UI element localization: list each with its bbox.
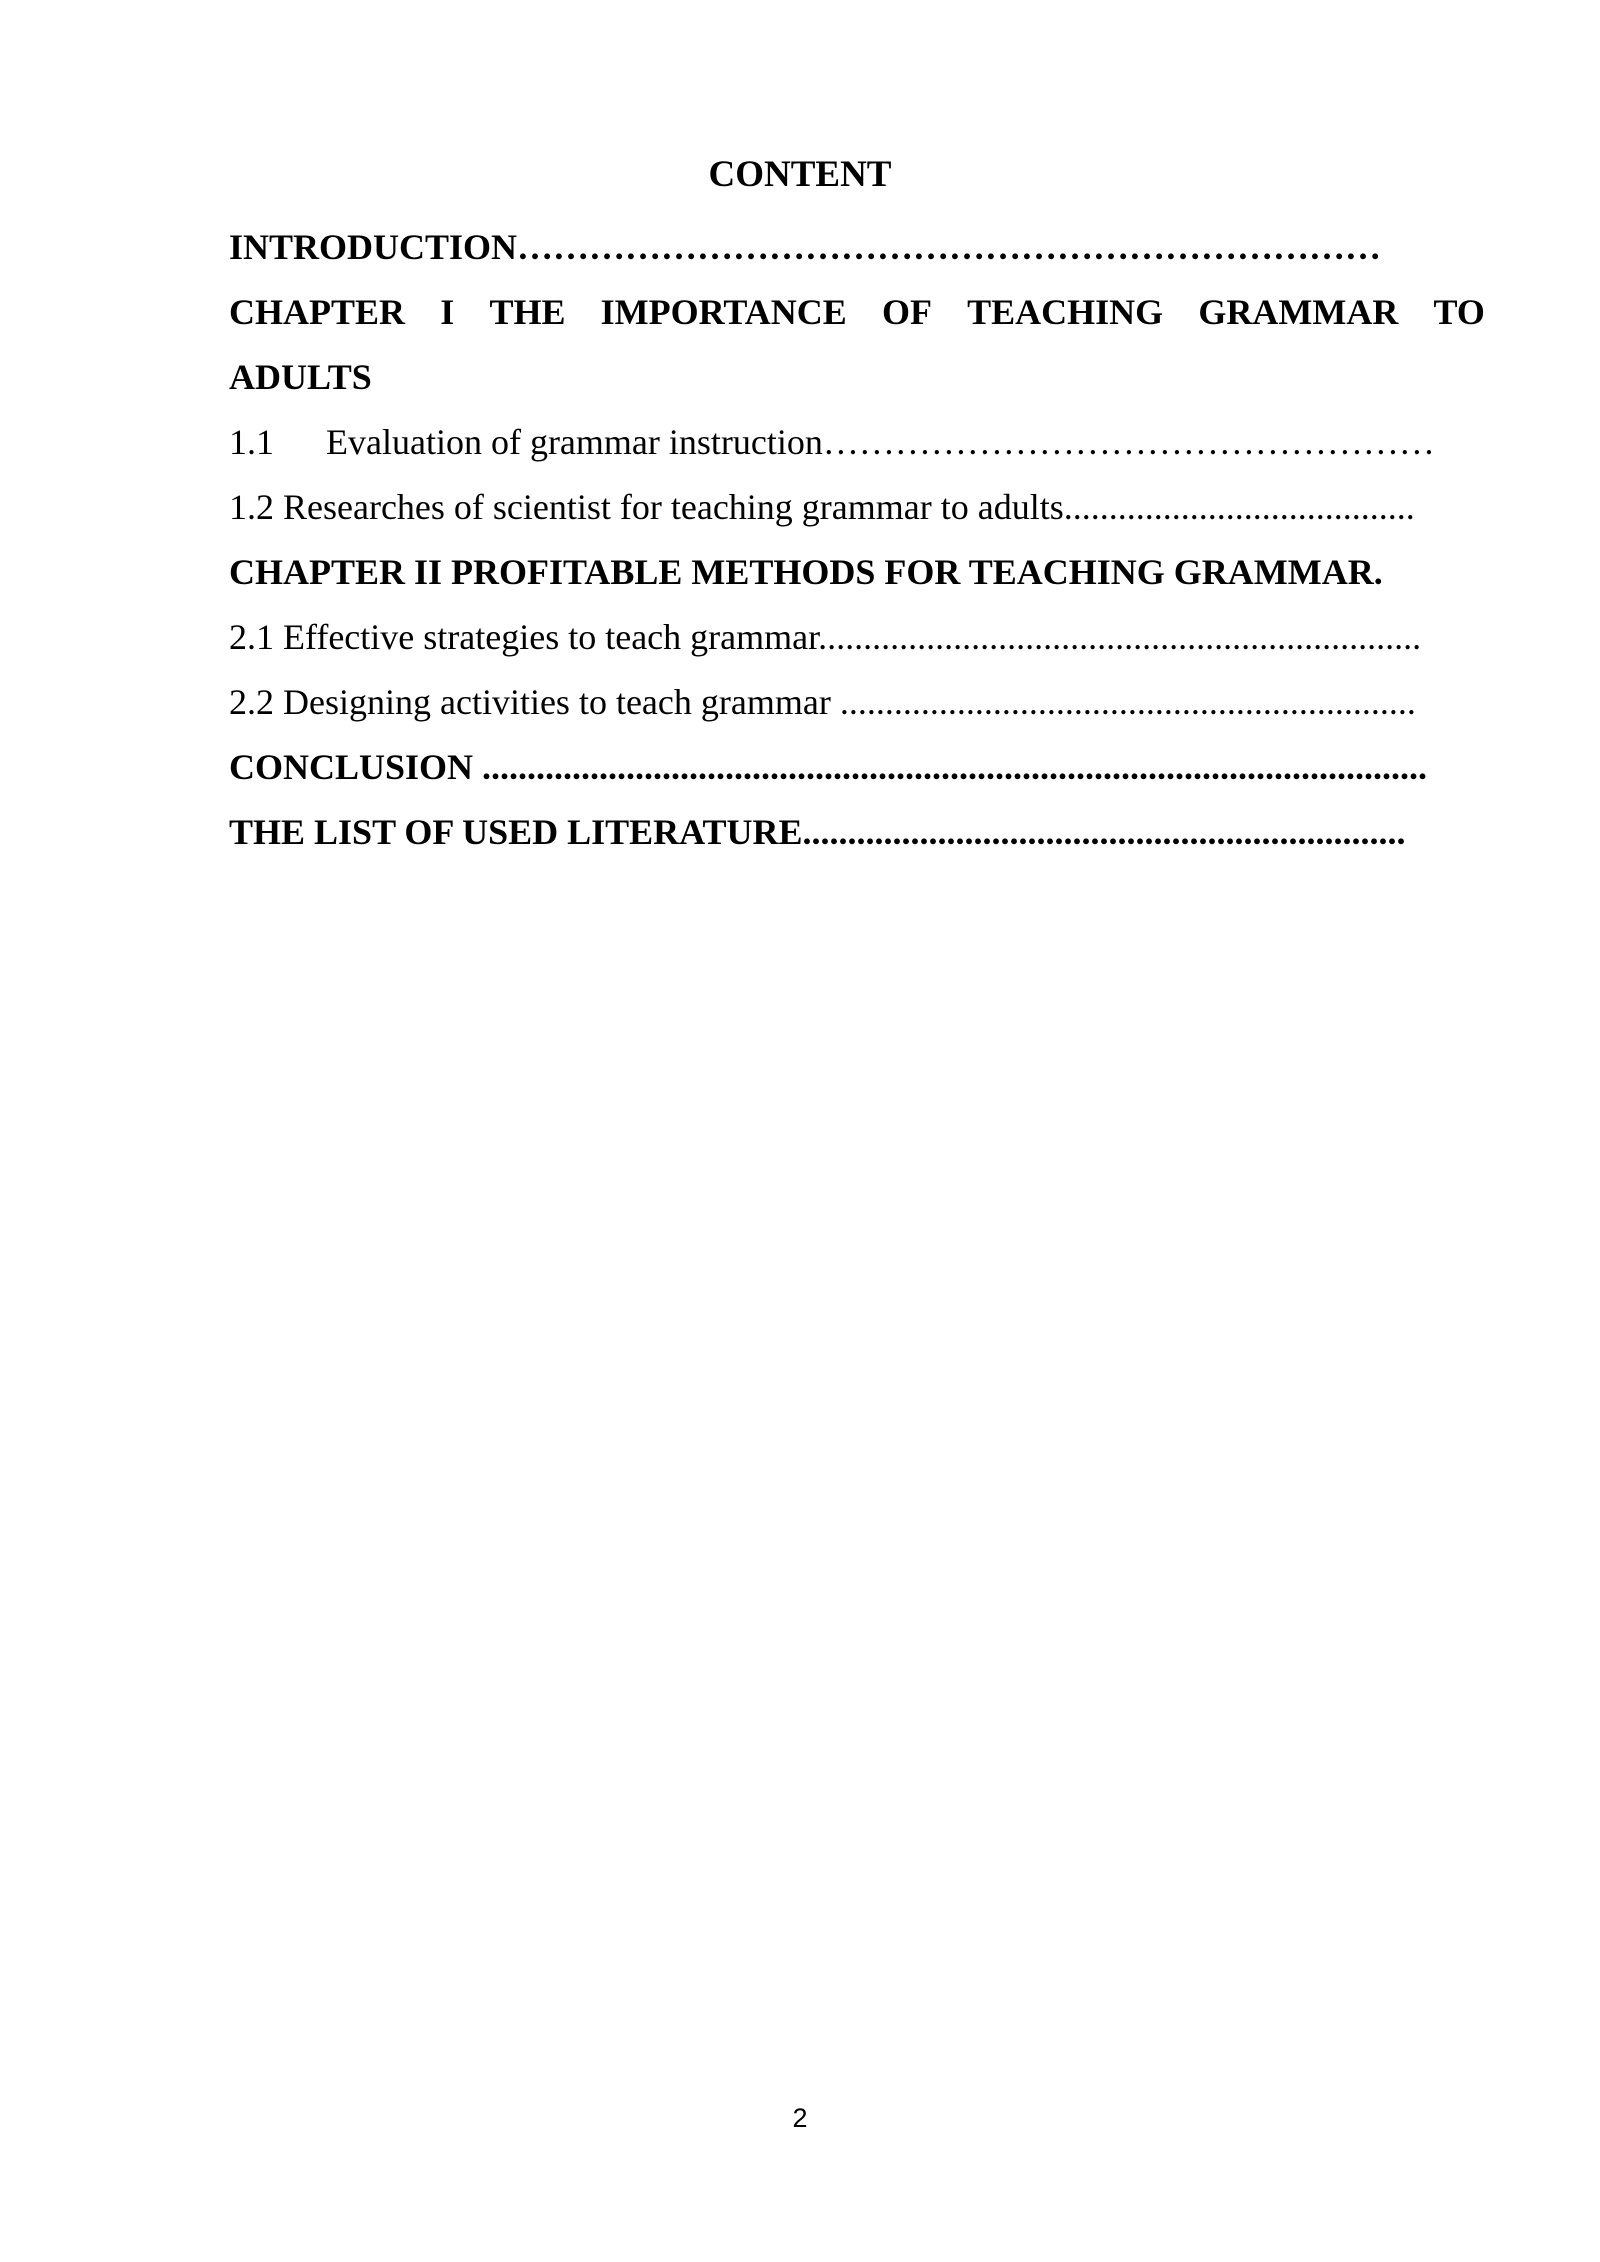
toc-introduction: INTRODUCTION……………………………………………………………… (229, 227, 1382, 267)
toc-item-1-1-text: Evaluation of grammar instruction…………………………………………… (326, 422, 1435, 462)
toc-chapter-1-word: CHAPTER (229, 292, 406, 332)
toc-chapter-1-word: I (440, 292, 455, 332)
toc-chapter-1-word: TO (1433, 292, 1485, 332)
toc-chapter-1-heading (229, 280, 1485, 345)
table-of-contents (229, 215, 1485, 865)
toc-chapter-1-word: IMPORTANCE (600, 292, 847, 332)
toc-conclusion: CONCLUSION ......................................................................................................... (229, 747, 1428, 787)
toc-item-1-2: 1.2 Researches of scientist for teaching grammar to adults....................................... (229, 487, 1415, 527)
toc-item-1-1-number: 1.1 (229, 422, 274, 462)
toc-item-1-1 (229, 410, 1485, 475)
page-title: CONTENT (708, 154, 892, 195)
toc-literature: THE LIST OF USED LITERATURE................................................................... (229, 812, 1406, 852)
page-number: 2 (792, 2103, 808, 2133)
toc-chapter-2-heading: CHAPTER II PROFITABLE METHODS FOR TEACHING GRAMMAR. (229, 552, 1383, 592)
toc-chapter-1-word: GRAMMAR (1198, 292, 1399, 332)
toc-item-2-1: 2.1 Effective strategies to teach grammar................................................................... (229, 617, 1422, 657)
toc-chapter-1-word: OF (881, 292, 932, 332)
toc-item-2-2: 2.2 Designing activities to teach grammar ................................................................ (229, 682, 1416, 722)
toc-chapter-1-heading-line-2: ADULTS (229, 357, 372, 397)
toc-chapter-1-word: THE (489, 292, 566, 332)
toc-chapter-1-word: TEACHING (967, 292, 1164, 332)
